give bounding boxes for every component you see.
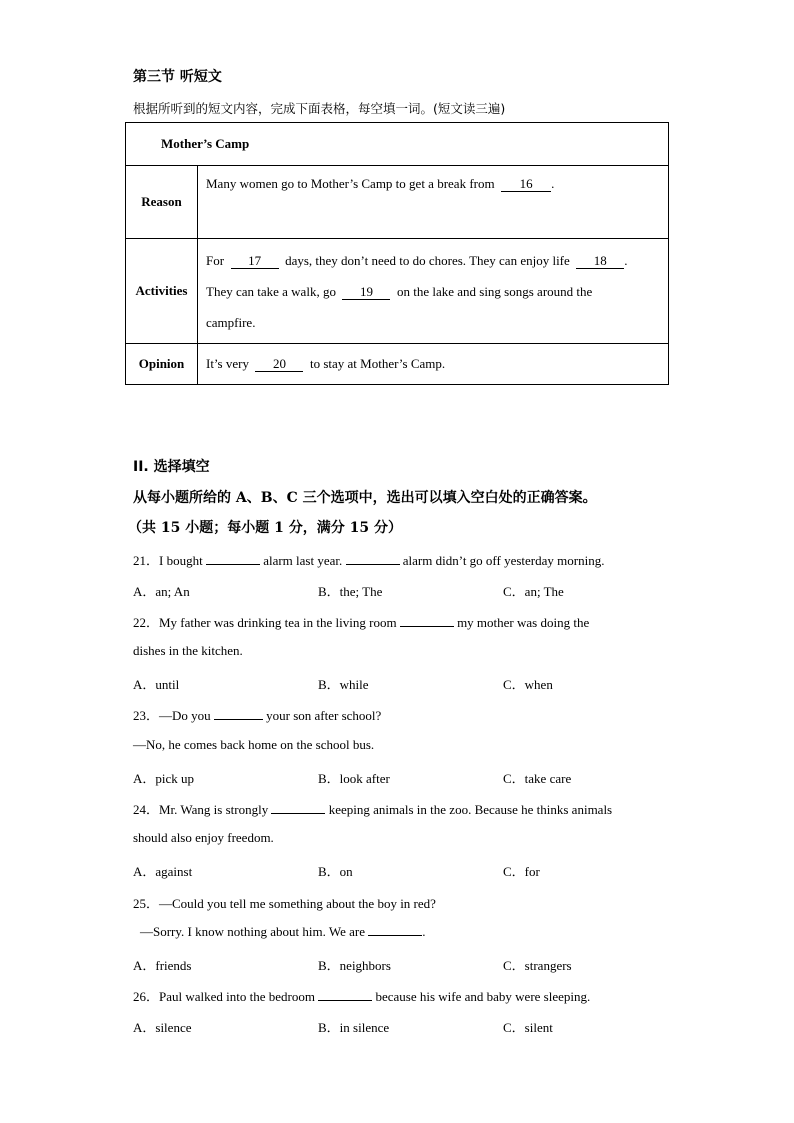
question-26 (133, 986, 590, 1005)
activities-row (126, 239, 669, 344)
act-l2-post: on the lake and sing songs around the (396, 283, 593, 299)
opinion-row (126, 344, 669, 385)
table-title: Mother’s Camp (126, 123, 669, 166)
q22-line2: dishes in the kitchen. (133, 643, 243, 658)
q21-option-c: C．an; The (503, 584, 564, 599)
q23-option-c: C．take care (503, 771, 572, 786)
activities-content (198, 239, 669, 344)
q24-pre: 24．Mr. Wang is strongly (133, 802, 269, 817)
act-l1-pre: For (206, 252, 225, 268)
q21-blank-1 (206, 563, 260, 565)
q23-line2: —No, he comes back home on the school bus. (133, 737, 375, 752)
blank-20: 20 (255, 357, 303, 372)
opinion-label: Opinion (126, 344, 198, 385)
act-l3: campfire. (206, 314, 256, 330)
reason-label: Reason (126, 166, 198, 239)
blank-18: 18 (576, 254, 624, 269)
q24-option-c: C．for (503, 864, 540, 879)
q22-post: my mother was doing the (457, 615, 590, 630)
q24-blank (271, 812, 325, 814)
q23-blank (214, 718, 263, 720)
q21-option-a: A．an; An (133, 584, 190, 599)
q26-option-c: C．silent (503, 1020, 553, 1035)
q22-option-c: C．when (503, 677, 553, 692)
act-l2-pre: They can take a walk, go (206, 283, 336, 299)
opinion-content (198, 344, 669, 385)
question-23 (133, 705, 381, 724)
reason-row (126, 166, 669, 239)
question-25: 25．—Could you tell me something about the boy in red? (133, 896, 436, 911)
q22-pre: 22．My father was drinking tea in the living room (133, 615, 397, 630)
q26-option-b: B．in silence (318, 1020, 390, 1035)
q23-option-a: A．pick up (133, 771, 195, 786)
q26-pre: 26．Paul walked into the bedroom (133, 989, 315, 1004)
q23-post: your son after school? (266, 708, 382, 723)
q24-post: keeping animals in the zoo. Because he thinks animals (328, 802, 613, 817)
q23-option-b: B．look after (318, 771, 390, 786)
part2-instruction-2: （共 15 小题；每小题 1 分，满分 15 分） (128, 520, 402, 536)
section3-heading: 第三节 听短文 (133, 69, 222, 85)
section3-instruction: 根据所听到的短文内容，完成下面表格，每空填一词。(短文读三遍) (133, 101, 506, 116)
q25-line2 (140, 924, 425, 940)
q26-blank (318, 999, 372, 1001)
part2-heading: II. 选择填空 (133, 459, 210, 475)
q24-line2: should also enjoy freedom. (133, 830, 274, 845)
question-21 (133, 550, 604, 569)
reason-post: . (551, 176, 555, 191)
q24-option-a: A．against (133, 864, 193, 879)
act-l1-mid: days, they don’t need to do chores. They can enjoy life (285, 252, 570, 268)
blank-16: 16 (501, 177, 551, 192)
part2-instruction-1: 从每小题所给的 A、B、C 三个选项中，选出可以填入空白处的正确答案。 (133, 490, 597, 506)
q25-option-a: A．friends (133, 958, 192, 973)
q23-pre: 23．—Do you (133, 708, 211, 723)
q25-post2: . (422, 924, 426, 939)
q21-blank-2 (346, 563, 400, 565)
question-24 (133, 799, 612, 818)
reason-content (198, 166, 669, 239)
reason-pre: Many women go to Mother’s Camp to get a break from (206, 176, 495, 191)
q22-blank (400, 625, 454, 627)
mothers-camp-table (125, 122, 669, 385)
q25-blank (368, 934, 422, 936)
q22-option-a: A．until (133, 677, 180, 692)
activities-label: Activities (126, 239, 198, 344)
q25-pre2: —Sorry. I know nothing about him. We are (140, 924, 365, 939)
q21-pre: 21．I bought (133, 553, 203, 568)
q25-option-b: B．neighbors (318, 958, 391, 973)
question-22 (133, 612, 589, 631)
blank-17: 17 (231, 254, 279, 269)
q21-mid: alarm last year. (263, 553, 343, 568)
q25-option-c: C．strangers (503, 958, 572, 973)
q24-option-b: B．on (318, 864, 353, 879)
blank-19: 19 (342, 285, 390, 300)
q22-option-b: B．while (318, 677, 369, 692)
act-l1-post: . (624, 252, 628, 268)
opinion-post: to stay at Mother’s Camp. (309, 356, 446, 371)
q21-option-b: B．the; The (318, 584, 383, 599)
q26-option-a: A．silence (133, 1020, 192, 1035)
q26-post: because his wife and baby were sleeping. (375, 989, 591, 1004)
opinion-pre: It’s very (206, 356, 249, 371)
q21-post: alarm didn’t go off yesterday morning. (402, 553, 605, 568)
